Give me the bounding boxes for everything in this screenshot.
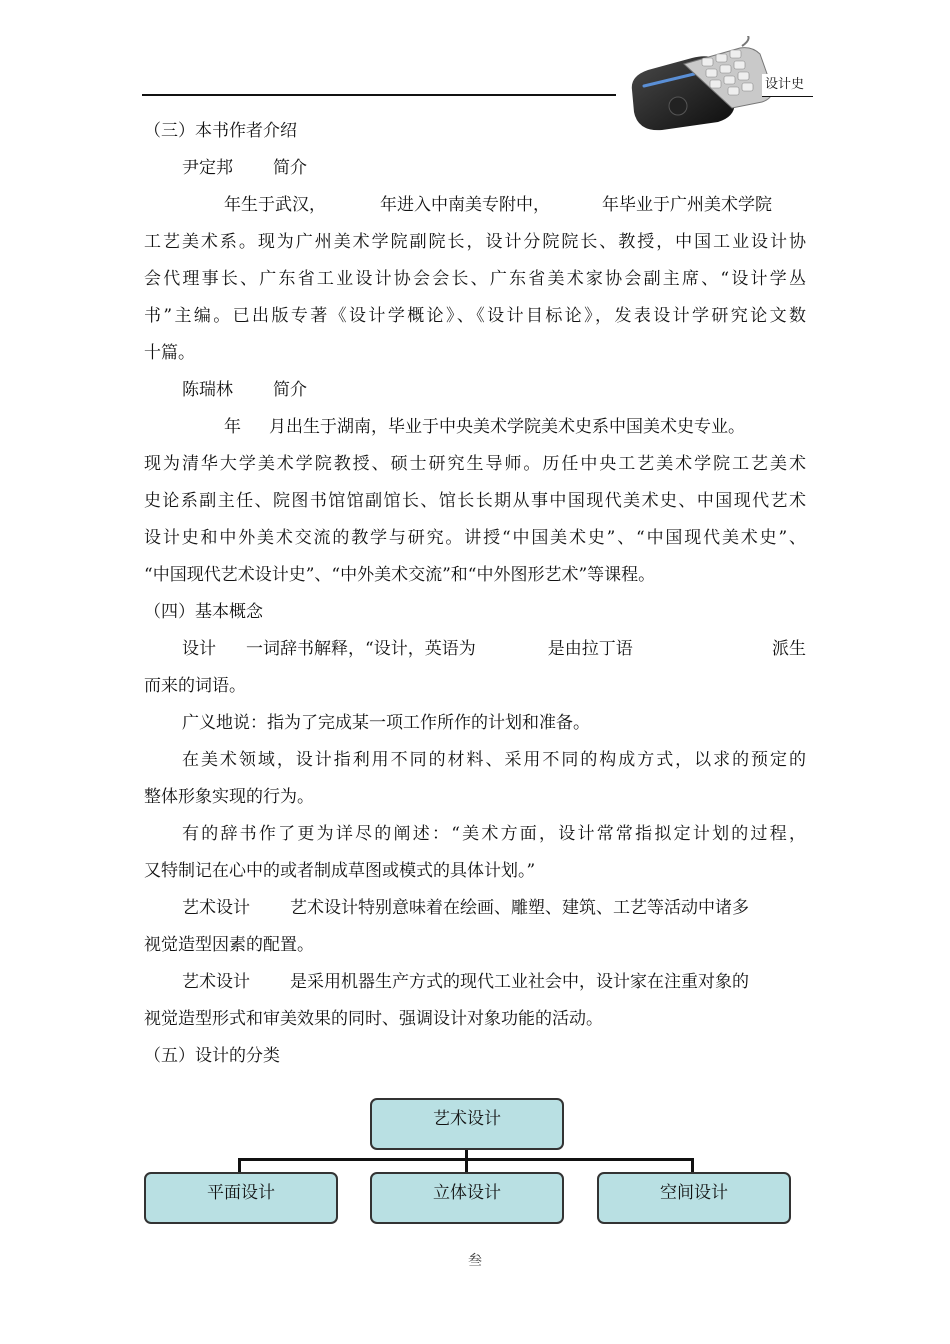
author1-heading: [144, 150, 806, 187]
document-body: [144, 113, 806, 1075]
author1-bio-line2: 工艺美术系。现为广州美术学院副院长，设计分院院长、教授，中国工业设计协: [144, 232, 806, 252]
section-heading-classification: （五）设计的分类: [144, 1046, 280, 1066]
art-field-line1: 在美术领域，设计指利用不同的材料、采用不同的构成方式，以求的预定的: [182, 750, 806, 770]
section-heading-authors: （三）本书作者介绍: [144, 121, 297, 141]
page-number: 叁: [468, 1253, 482, 1269]
art-design-def2-line1: 艺术设计 是采用机器生产方式的现代工业社会中，设计家在注重对象的: [182, 972, 749, 992]
design-definition-line1: 设计 一词辞书解释，“设计，英语为 是由拉丁语 派生: [182, 639, 806, 659]
art-design-def2-line2: 视觉造型形式和审美效果的同时、强调设计对象功能的活动。: [144, 1009, 603, 1029]
author1-bio-line1: 年生于武汉， 年进入中南美专附中， 年毕业于广州美术学院: [224, 195, 772, 215]
dictionary-line1: 有的辞书作了更为详尽的阐述：“美术方面，设计常常指拟定计划的过程，: [182, 824, 806, 844]
art-field-line2: 整体形象实现的行为。: [144, 787, 314, 807]
section-heading-concepts: （四）基本概念: [144, 602, 263, 622]
author1-tag: 简介: [273, 158, 307, 178]
author1-bio-line5: 十篇。: [144, 343, 195, 363]
header-rule: [142, 94, 616, 96]
diagram-node-3d-design: 立体设计: [370, 1172, 564, 1224]
author2-bio-line3: 史论系副主任、院图书馆馆副馆长、馆长长期从事中国现代美术史、中国现代艺术: [144, 491, 806, 511]
design-classification-diagram: [142, 1094, 794, 1228]
author1-bio-line3: 会代理事长、广东省工业设计协会会长、广东省美术家协会副主席、“设计学丛: [144, 269, 806, 289]
author2-bio-line5: “中国现代艺术设计史”、“中外美术交流”和“中外图形艺术”等课程。: [144, 565, 656, 585]
art-design-def1-line1: 艺术设计 艺术设计特别意味着在绘画、雕塑、建筑、工艺等活动中诸多: [182, 898, 749, 918]
diagram-node-graphic-design: 平面设计: [144, 1172, 338, 1224]
dictionary-line2: 又特制记在心中的或者制成草图或模式的具体计划。”: [144, 861, 536, 881]
design-definition-line2: 而来的词语。: [144, 676, 246, 696]
diagram-node-root: 艺术设计: [370, 1098, 564, 1150]
author1-name: 尹定邦: [182, 158, 233, 178]
author1-bio-line4: 书”主编。已出版专著《设计学概论》、《设计目标论》，发表设计学研究论文数: [144, 306, 806, 326]
author2-bio-line4: 设计史和中外美术交流的教学与研究。讲授“中国美术史”、“中国现代美术史”、: [144, 528, 806, 548]
author2-bio-line2: 现为清华大学美术学院教授、硕士研究生导师。历任中央工艺美术学院工艺美术: [144, 454, 806, 474]
art-design-def1-line2: 视觉造型因素的配置。: [144, 935, 314, 955]
author2-heading: [144, 372, 806, 409]
broad-definition: 广义地说：指为了完成某一项工作所作的计划和准备。: [182, 713, 590, 733]
author2-name: 陈瑞林: [182, 380, 233, 400]
diagram-node-space-design: 空间设计: [597, 1172, 791, 1224]
author2-tag: 简介: [273, 380, 307, 400]
running-header-label: 设计史: [762, 74, 813, 97]
author2-bio-line1: 年 月出生于湖南，毕业于中央美术学院美术史系中国美术史专业。: [224, 417, 745, 437]
